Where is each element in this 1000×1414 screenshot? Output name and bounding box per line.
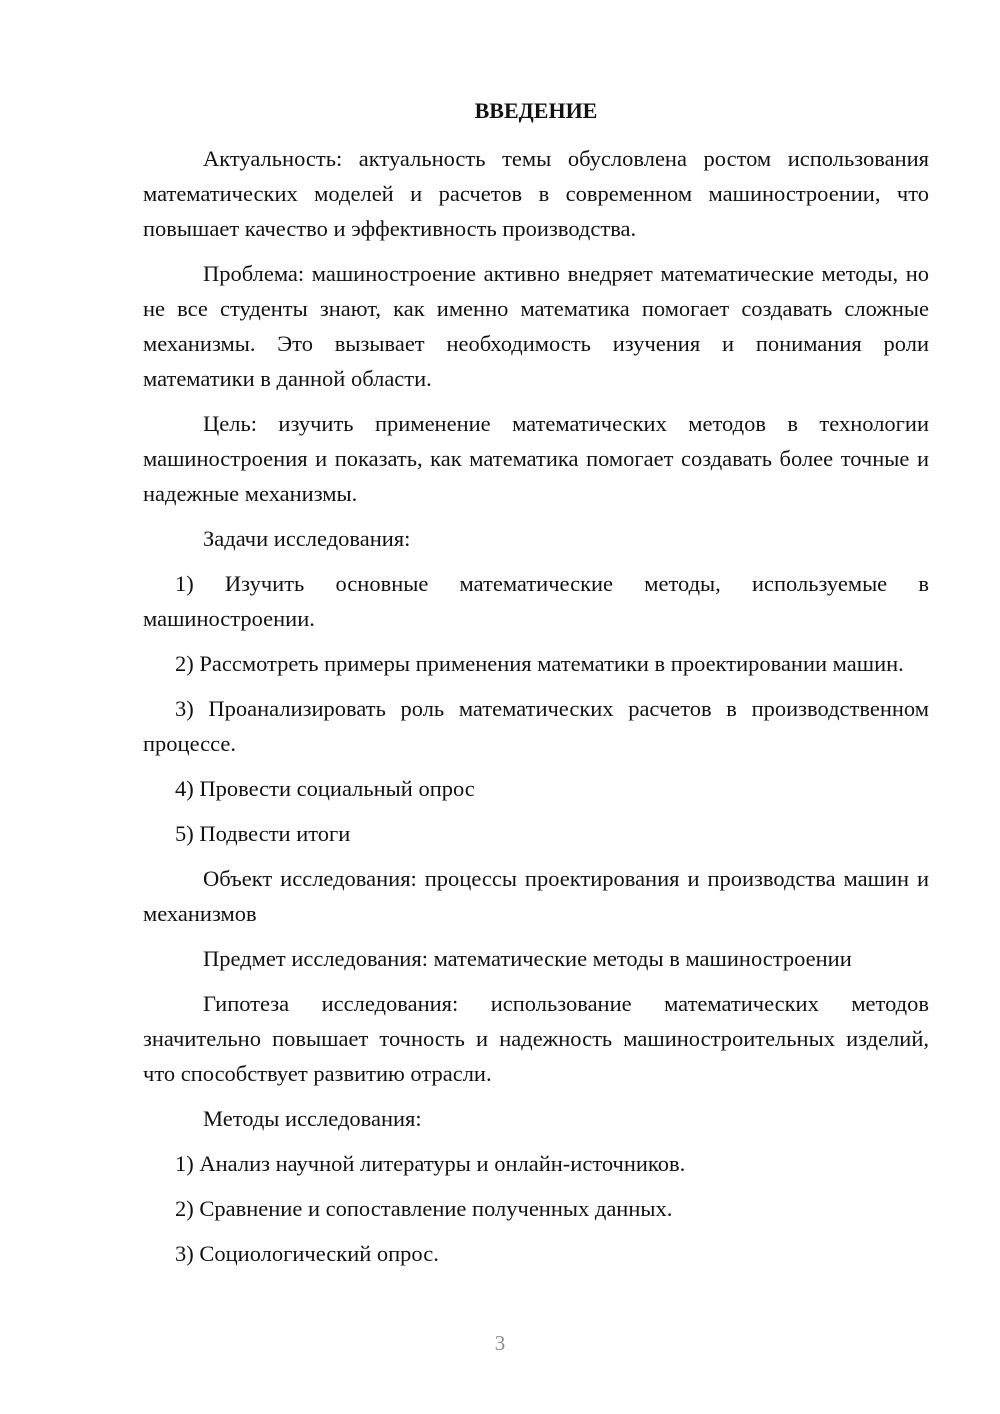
subject-paragraph: Предмет исследования: математические методы в машиностроении [203,946,852,971]
task-item: 1) Изучить основные математические методы, используемые в машиностроении. [143,571,929,631]
object-paragraph: Объект исследования: процессы проектирования и производства машин и механизмов [143,866,929,926]
task-item: 5) Подвести итоги [175,821,351,846]
method-item: 3) Социологический опрос. [175,1241,439,1266]
methods-heading: Методы исследования: [203,1106,422,1131]
task-item: 4) Провести социальный опрос [175,776,475,801]
hypothesis-paragraph: Гипотеза исследования: использование математических методов значительно повышает точность и надежность машиностроительных изделий, что способствует развитию отрасли. [143,991,929,1086]
goal-paragraph: Цель: изучить применение математических методов в технологии машиностроения и показать, как математика помогает создавать более точные и надежные механизмы. [143,411,929,506]
task-item: 2) Рассмотреть примеры применения математики в проектировании машин. [175,651,904,676]
tasks-heading: Задачи исследования: [203,526,411,551]
document-title: ВВЕДЕНИЕ [474,98,598,123]
method-item: 1) Анализ научной литературы и онлайн-источников. [175,1151,686,1176]
document-page [143,92,929,1281]
relevance-paragraph: Актуальность: актуальность темы обусловлена ростом использования математических моделей и расчетов в современном машиностроении, что повышает качество и эффективность производства. [143,146,929,241]
page-number: 3 [494,1331,506,1355]
method-item: 2) Сравнение и сопоставление полученных данных. [175,1196,673,1221]
task-item: 3) Проанализировать роль математических расчетов в производственном процессе. [143,696,929,756]
problem-paragraph: Проблема: машиностроение активно внедряет математические методы, но не все студенты знают, как именно математика помогает создавать сложные механизмы. Это вызывает необходимость изучения и понимания роли математики в данной области. [143,261,929,391]
